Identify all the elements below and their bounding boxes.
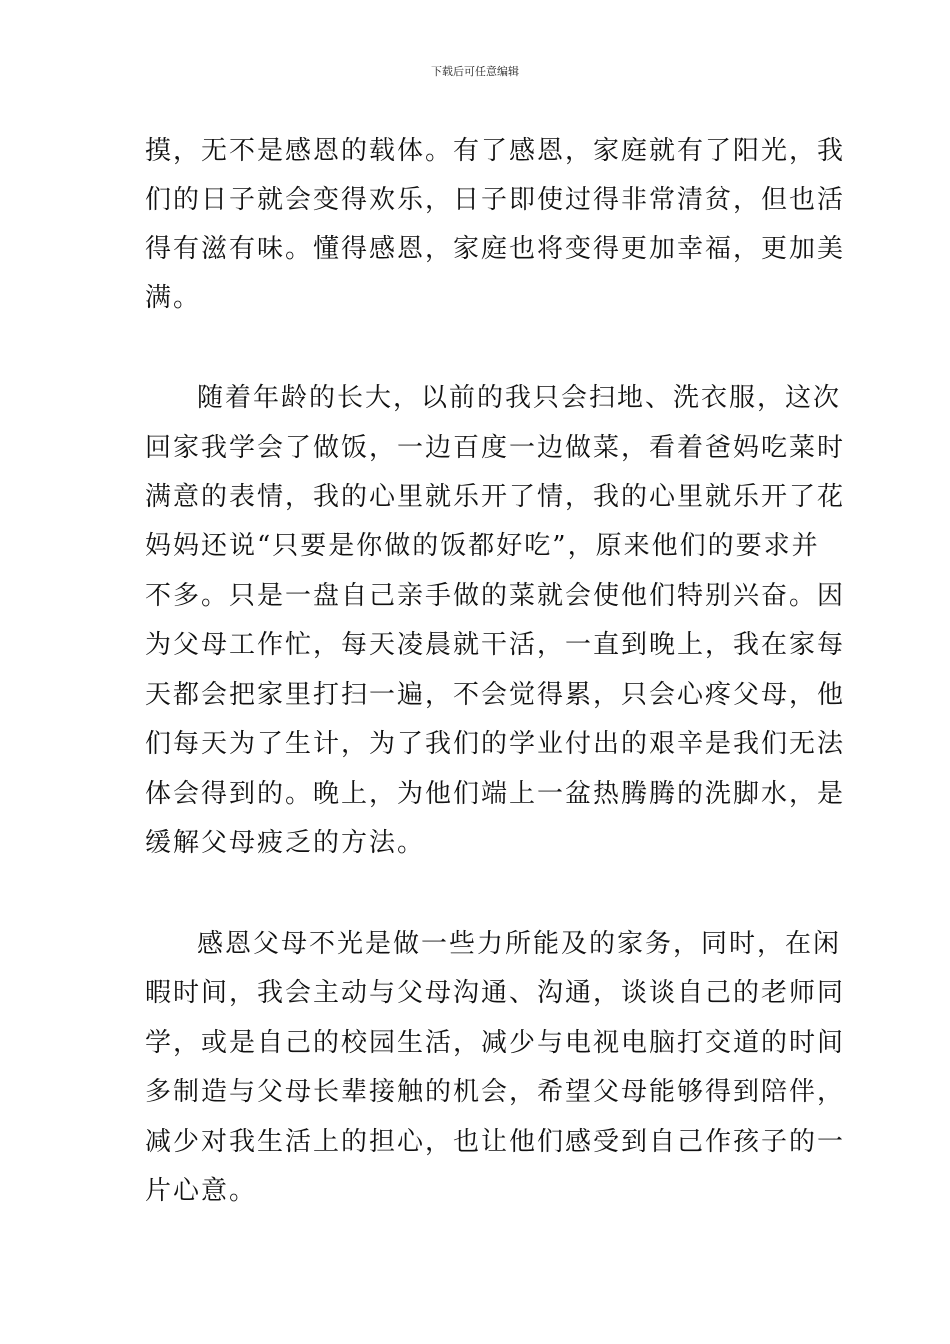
paragraph-3-line-3: 学，或是自己的校园生活，减少与电视电脑打交道的时间 (145, 1028, 846, 1058)
paragraph-2-line-9: 体会得到的。晚上，为他们端上一盆热腾腾的洗脚水，是 (145, 779, 846, 809)
paragraph-1-line-3: 得有滋有味。懂得感恩，家庭也将变得更加幸福，更加美 (145, 234, 846, 264)
paragraph-2-line-1: 随着年龄的长大，以前的我只会扫地、洗衣服，这次 (197, 383, 842, 413)
paragraph-3-line-5: 减少对我生活上的担心，也让他们感受到自己作孩子的一 (145, 1127, 846, 1157)
paragraph-2-line-6: 为父母工作忙，每天凌晨就干活，一直到晚上，我在家每 (145, 630, 846, 660)
paragraph-1-line-2: 们的日子就会变得欢乐，日子即使过得非常清贫，但也活 (145, 185, 846, 215)
paragraph-2-line-8: 们每天为了生计，为了我们的学业付出的艰辛是我们无法 (145, 729, 846, 759)
paragraph-2-line-7: 天都会把家里打扫一遍，不会觉得累，只会心疼父母，他 (145, 680, 846, 710)
paragraph-2-line-10: 缓解父母疲乏的方法。 (145, 828, 426, 858)
paragraph-3-line-1: 感恩父母不光是做一些力所能及的家务，同时，在闲 (197, 929, 842, 959)
paragraph-2-line-2: 回家我学会了做饭，一边百度一边做菜，看着爸妈吃菜时 (145, 433, 846, 463)
paragraph-3-line-2: 暇时间，我会主动与父母沟通、沟通，谈谈自己的老师同 (145, 978, 846, 1008)
paragraph-2-line-5: 不多。只是一盘自己亲手做的菜就会使他们特别兴奋。因 (145, 581, 846, 611)
paragraph-2-line-4: 妈妈还说“只要是你做的饭都好吃”，原来他们的要求并 (145, 531, 820, 561)
paragraph-2-line-3: 满意的表情，我的心里就乐开了情，我的心里就乐开了花 (145, 482, 846, 512)
paragraph-1-line-1: 摸，无不是感恩的载体。有了感恩，家庭就有了阳光，我 (145, 136, 846, 166)
header-note: 下载后可任意编辑 (431, 65, 519, 78)
paragraph-1-line-4: 满。 (145, 283, 202, 313)
paragraph-3-line-4: 多制造与父母长辈接触的机会，希望父母能够得到陪伴， (145, 1077, 846, 1107)
paragraph-3-line-6: 片心意。 (145, 1176, 258, 1206)
